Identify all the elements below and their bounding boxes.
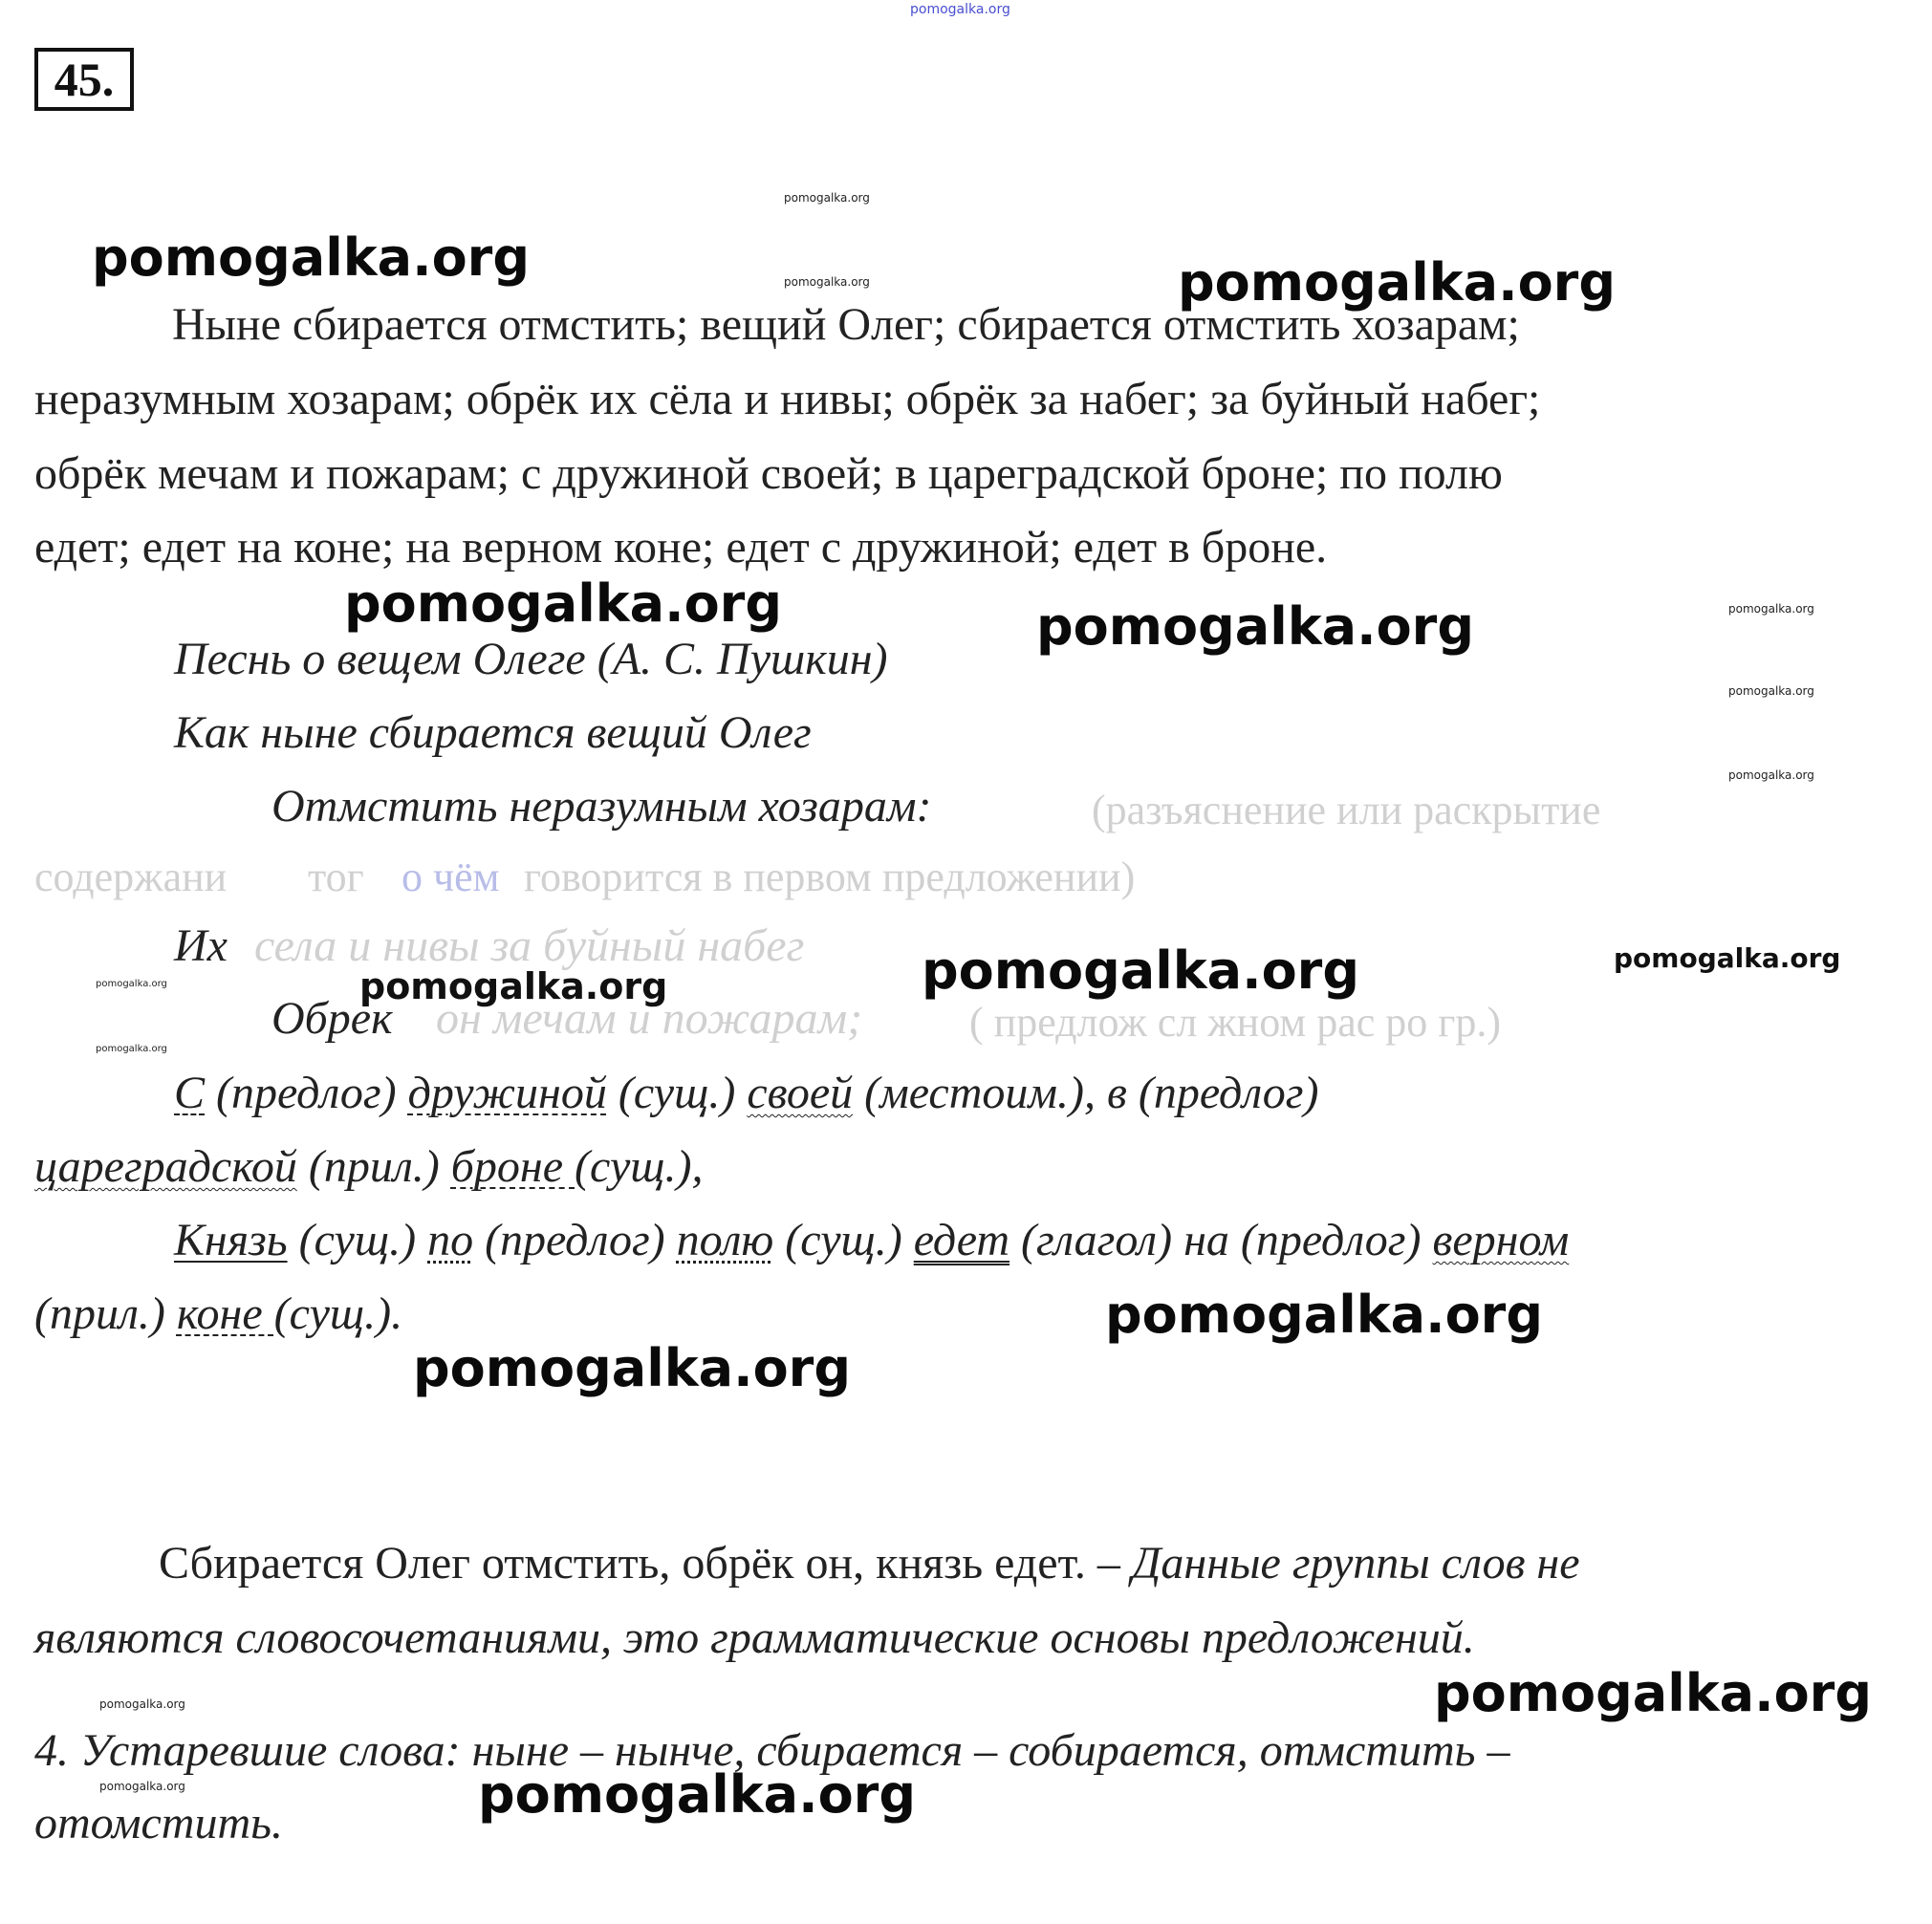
parsed-word: цареградской [34, 1141, 297, 1192]
parsed-word: дружиной [407, 1068, 607, 1118]
poem-line4-note: ( предлож сл жном рас ро гр.) [969, 999, 1501, 1046]
watermark-large: pomogalka.org [344, 573, 782, 634]
watermark-small: pomogalka.org [96, 1044, 167, 1054]
watermark-small: pomogalka.org [99, 1780, 185, 1793]
watermark-large: pomogalka.org [922, 940, 1359, 1001]
watermark-large: pomogalka.org [1105, 1285, 1543, 1345]
watermark-small: pomogalka.org [784, 275, 870, 289]
watermark-small: pomogalka.org [784, 191, 870, 205]
paragraph2-normal: Сбирается Олег отмстить, обрёк он, князь едет. – [159, 1538, 1120, 1589]
parse-annotation: (прил.) [296, 1141, 451, 1192]
parse-row-3 [174, 1214, 1569, 1267]
poem-line3-start: Их [174, 920, 228, 971]
watermark-medium: pomogalka.org [1614, 942, 1841, 974]
parse-annotation: (сущ.) [773, 1215, 914, 1265]
poem-note-part-c: о чём [402, 854, 500, 900]
watermark-large: pomogalka.org [1036, 596, 1474, 657]
poem-line4-start: Обрек [271, 993, 393, 1044]
paragraph1-line2: неразумным хозарам; обрёк их сёла и нивы; обрёк за набег; за буйный набег; [34, 374, 1541, 424]
paragraph1-line3: обрёк мечам и пожарам; с дружиной своей; в цареградской броне; по полю [34, 448, 1503, 499]
watermark-large: pomogalka.org [478, 1764, 916, 1825]
parse-annotation: (предлог) [473, 1215, 677, 1265]
parsed-word: Князь [174, 1215, 288, 1265]
watermark-small: pomogalka.org [1728, 602, 1814, 616]
paragraph2-line2: являются словосочетаниями, это грамматические основы предложений. [34, 1612, 1475, 1663]
paragraph1-line1: Ныне сбирается отмстить; вещий Олег; сбирается отмстить хозарам; [172, 299, 1520, 350]
poem-note-part-b: тог [308, 854, 364, 900]
parsed-word: коне [176, 1288, 274, 1339]
exercise-number: 45. [34, 48, 134, 111]
parse-annotation: (местоим.), в (предлог) [853, 1068, 1319, 1118]
parse-annotation: (сущ.). [273, 1288, 403, 1339]
watermark-large: pomogalka.org [1434, 1663, 1872, 1723]
paragraph3-line2: отомстить. [34, 1798, 283, 1848]
parse-annotation: (глагол) на (предлог) [1009, 1215, 1433, 1265]
parse-annotation: (сущ.), [575, 1141, 704, 1192]
watermark-large: pomogalka.org [1178, 252, 1616, 313]
watermark-large: pomogalka.org [413, 1338, 851, 1398]
poem-note-part-d: говорится в первом предложении) [524, 854, 1136, 900]
paragraph1-line4: едет; едет на коне; на верном коне; едет с дружиной; едет в броне. [34, 522, 1328, 573]
parse-annotation: (предлог) [205, 1068, 408, 1118]
poem-line1: Как ныне сбирается вещий Олег [174, 707, 812, 758]
poem-line2: Отмстить неразумным хозарам: [271, 781, 932, 832]
parsed-word: своей [747, 1068, 854, 1118]
watermark-small: pomogalka.org [1728, 684, 1814, 698]
parsed-word: по [427, 1215, 474, 1265]
paragraph2-italic1: Данные группы слов не [1119, 1538, 1580, 1589]
parse-annotation: (прил.) [34, 1288, 177, 1339]
parsed-word: полю [676, 1215, 774, 1265]
poem-note-part-a: содержани [34, 854, 228, 900]
watermark-top: pomogalka.org [910, 2, 1010, 17]
poem-line4-faded: он мечам и пожарам; [436, 993, 863, 1044]
poem-line2-note: (разъяснение или раскрытие [1092, 787, 1601, 833]
parse-row-1 [174, 1067, 1318, 1120]
watermark-small: pomogalka.org [1728, 768, 1814, 782]
watermark-medium: pomogalka.org [359, 965, 668, 1007]
parsed-word: С [174, 1068, 206, 1118]
parse-annotation: (сущ.) [606, 1068, 748, 1118]
watermark-large: pomogalka.org [92, 227, 530, 288]
paragraph2-line1 [159, 1537, 1580, 1590]
parse-annotation: (сущ.) [287, 1215, 428, 1265]
poem-title: Песнь о вещем Олеге (А. С. Пушкин) [174, 634, 888, 684]
watermark-small: pomogalka.org [96, 979, 167, 989]
parse-row-2 [34, 1140, 703, 1194]
parsed-word: броне [450, 1141, 575, 1192]
parsed-word: верном [1432, 1215, 1570, 1265]
parse-row-4 [34, 1287, 402, 1341]
paragraph3-line1: 4. Устаревшие слова: ныне – нынче, сбирается – собирается, отмстить – [34, 1725, 1510, 1776]
parsed-word: едет [913, 1215, 1010, 1265]
poem-line3-faded: села и нивы за буйный набег [254, 920, 805, 971]
watermark-small: pomogalka.org [99, 1697, 185, 1711]
